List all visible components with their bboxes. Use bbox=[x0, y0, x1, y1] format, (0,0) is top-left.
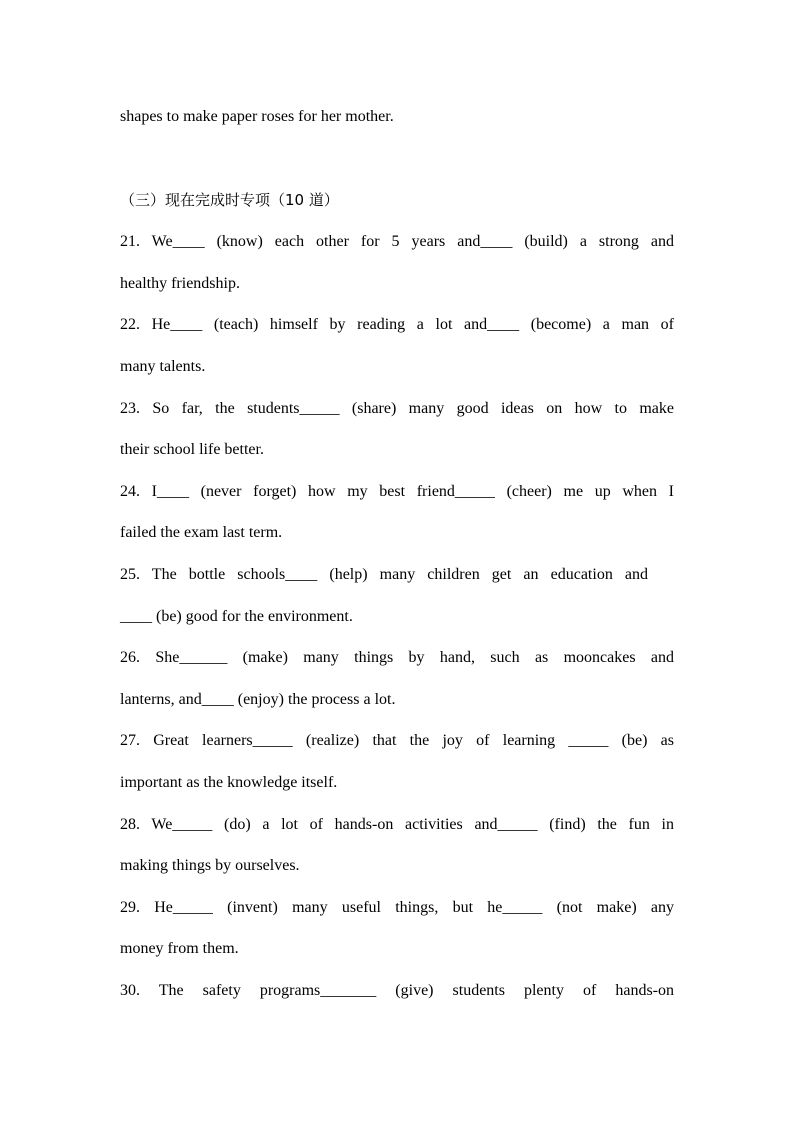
question-30-line-1: 30. The safety programs_______ (give) students plenty of hands-on bbox=[120, 982, 674, 999]
question-21-line-1: 21. We____ (know) each other for 5 years and____ (build) a strong and bbox=[120, 233, 674, 250]
question-23-line-1: 23. So far, the students_____ (share) many good ideas on how to make bbox=[120, 400, 674, 417]
question-26-line-1: 26. She______ (make) many things by hand, such as mooncakes and bbox=[120, 649, 674, 666]
question-29-line-2: money from them. bbox=[120, 940, 239, 957]
question-26-line-2: lanterns, and____ (enjoy) the process a lot. bbox=[120, 691, 396, 708]
question-24-line-2: failed the exam last term. bbox=[120, 524, 283, 541]
question-22-line-2: many talents. bbox=[120, 358, 206, 375]
section-heading: （三）现在完成时专项（10 道） bbox=[120, 191, 339, 209]
question-27-line-1: 27. Great learners_____ (realize) that the joy of learning _____ (be) as bbox=[120, 732, 674, 749]
question-21-line-2: healthy friendship. bbox=[120, 275, 240, 292]
question-27-line-2: important as the knowledge itself. bbox=[120, 774, 338, 791]
question-28-line-2: making things by ourselves. bbox=[120, 857, 300, 874]
question-25-line-2: ____ (be) good for the environment. bbox=[120, 608, 353, 625]
question-24-line-1: 24. I____ (never forget) how my best friend_____ (cheer) me up when I bbox=[120, 483, 674, 500]
question-23-line-2: their school life better. bbox=[120, 441, 264, 458]
question-22-line-1: 22. He____ (teach) himself by reading a lot and____ (become) a man of bbox=[120, 316, 674, 333]
question-29-line-1: 29. He_____ (invent) many useful things, but he_____ (not make) any bbox=[120, 899, 674, 916]
question-25-line-1: 25. The bottle schools____ (help) many children get an education and bbox=[120, 566, 648, 583]
question-28-line-1: 28. We_____ (do) a lot of hands-on activities and_____ (find) the fun in bbox=[120, 816, 674, 833]
intro-continuation: shapes to make paper roses for her mother. bbox=[120, 108, 394, 125]
